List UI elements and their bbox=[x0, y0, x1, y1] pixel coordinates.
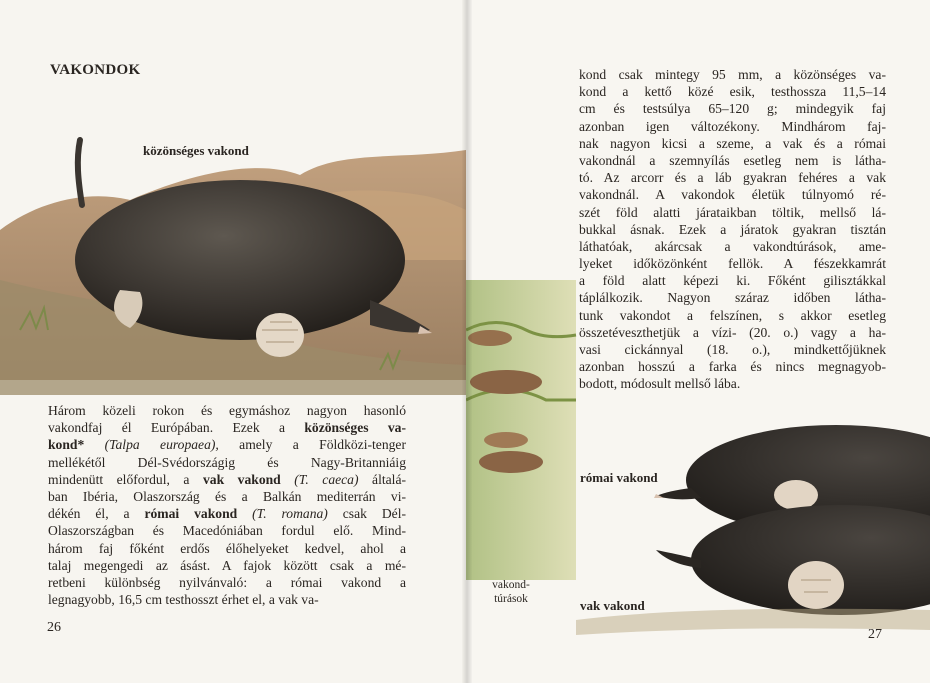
text-line: táplálkozik. Nagyon száraz időben látha- bbox=[579, 290, 886, 306]
text-line: tunk vakondot a felszínen, s akkor esetleg bbox=[579, 307, 886, 323]
text-run: csak Dél- bbox=[327, 506, 406, 522]
bold-term: kond* bbox=[48, 437, 85, 453]
text-line bbox=[48, 488, 406, 505]
text-line bbox=[48, 419, 406, 436]
text-line: a föld alatt képezi ki. Főként gilisztákkal bbox=[579, 273, 886, 289]
page-heading: VAKONDOK bbox=[50, 62, 141, 78]
right-page bbox=[466, 0, 930, 683]
text-run: mindenütt előfordul, a bbox=[48, 471, 203, 487]
bold-term: közönséges va- bbox=[304, 420, 406, 436]
italic-term: (T. romana) bbox=[252, 506, 328, 522]
right-body-text bbox=[579, 66, 886, 393]
text-line: kond a kettő közé esik, testhossza 11,5–14 bbox=[579, 84, 886, 100]
text-line: azonban igen változékony. Mindhárom faj- bbox=[579, 118, 886, 134]
text-line: kond csak mintegy 95 mm, a közönséges va- bbox=[579, 67, 886, 82]
page-number-left: 26 bbox=[47, 620, 61, 635]
text-line: nak nagyon kicsi a szeme, a vak és a római bbox=[579, 135, 886, 151]
text-line bbox=[48, 522, 406, 539]
text-line: láthatóak, akárcsak a vakondtúrások, ame- bbox=[579, 238, 886, 254]
text-run bbox=[84, 437, 104, 452]
text-line bbox=[48, 574, 406, 591]
text-run: mellékétől Dél-Svédországig és Nagy-Britanniáig bbox=[48, 454, 406, 470]
common-mole-illustration bbox=[0, 0, 466, 400]
text-run: ban Ibéria, Olaszország és a Balkán mediterrán vi- bbox=[48, 488, 406, 504]
text-line bbox=[48, 436, 406, 453]
text-line: azonban hosszú a farka és nincs megnagyob- bbox=[579, 359, 886, 375]
common-mole-caption: közönséges vakond bbox=[143, 143, 249, 158]
text-run: Olaszországban és Macedóniában fordul elő. Mind- bbox=[48, 523, 406, 539]
text-line: lyeket időközönként fellök. A fészekkamrát bbox=[579, 256, 886, 272]
page-number-right: 27 bbox=[868, 627, 882, 642]
text-run: Három közeli rokon és egymáshoz nagyon hasonló bbox=[48, 403, 406, 418]
text-run: általá- bbox=[358, 471, 407, 487]
molehills-caption: vakond- túrások bbox=[492, 579, 530, 605]
text-run bbox=[237, 506, 252, 521]
text-run: vakondfaj él Európában. Ezek a bbox=[48, 420, 305, 436]
text-run bbox=[281, 472, 295, 487]
text-run: amely a Földközi-tenger bbox=[218, 437, 406, 453]
text-line: bukkal ásnak. Ezek a járatok gyakran tisztán bbox=[579, 221, 886, 237]
roman-mole-caption: római vakond bbox=[580, 470, 658, 485]
bold-term: római vakond bbox=[144, 506, 238, 522]
blind-mole-caption: vak vakond bbox=[580, 598, 645, 613]
text-line bbox=[48, 557, 406, 574]
italic-term: (T. caeca) bbox=[294, 471, 359, 487]
text-run: legnagyobb, 16,5 cm testhosszt érhet el, a vak va- bbox=[48, 592, 319, 608]
text-line: bodott, módosult mellső lába. bbox=[579, 376, 741, 392]
text-line bbox=[48, 505, 406, 522]
book-gutter bbox=[462, 0, 472, 683]
text-line bbox=[48, 591, 406, 608]
left-body-text bbox=[48, 402, 406, 608]
text-line: cm és testsúlya 65–120 g; mindegyik faj bbox=[579, 101, 886, 117]
text-line bbox=[48, 402, 406, 419]
bold-term: vak vakond bbox=[202, 471, 281, 487]
text-line bbox=[48, 454, 406, 471]
text-line: vakondnál a szemnyílás esetleg nem is látha- bbox=[579, 152, 886, 168]
text-line: vakondnál. A vakondok életük túlnyomó ré- bbox=[579, 187, 886, 203]
text-run: három faj főként erdős élőhelyeket kedvel, ahol a bbox=[48, 540, 406, 556]
text-line: tó. Az arcorr és a láb gyakran fehéres a vak bbox=[579, 170, 886, 186]
italic-term: (Talpa europaea), bbox=[104, 437, 219, 453]
text-line: szét föld alatti járataikban töltik, mellső lá- bbox=[579, 204, 886, 220]
text-line bbox=[48, 471, 406, 488]
text-line: vasi cickánnyal (18. o.), mindkettőjüknek bbox=[579, 342, 886, 357]
text-run: retbeni különbség nyilvánvaló: a római vakond a bbox=[48, 574, 406, 590]
text-run: dékén él, a bbox=[48, 506, 145, 522]
text-line bbox=[48, 540, 406, 557]
text-run: talaj megengedi az ásást. A fajok között csak a mé- bbox=[48, 557, 406, 573]
text-line: összetéveszthetjük a vízi- (20. o.) vagy a ha- bbox=[579, 324, 886, 340]
